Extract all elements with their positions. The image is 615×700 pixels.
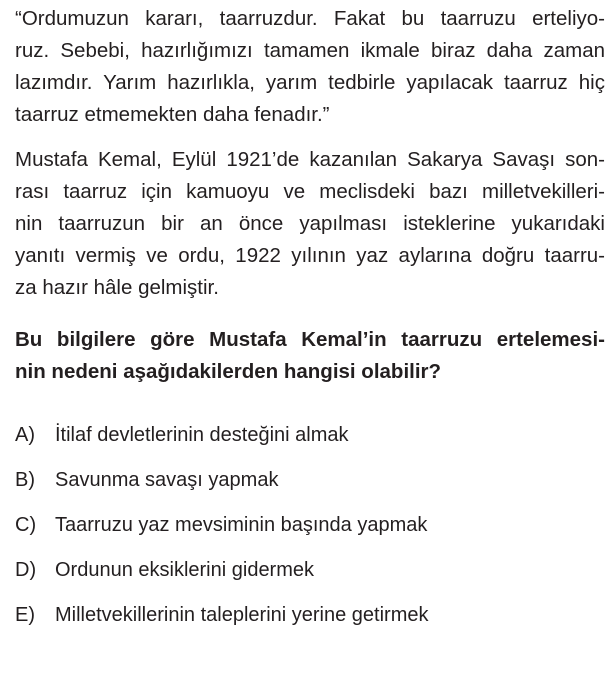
option-letter: B) <box>15 469 35 491</box>
option-text: Milletvekillerinin taleplerini yerine getirmek <box>55 604 429 626</box>
option-a[interactable] <box>15 419 605 464</box>
quote-paragraph <box>15 3 605 131</box>
question-line: Bu bilgilere göre Mustafa Kemal’in taarruzu ertelemesi- <box>15 328 605 351</box>
option-letter: C) <box>15 514 37 536</box>
context-line: yanıtı vermiş ve ordu, 1922 yılının yaz aylarına doğru taarru- <box>15 244 605 267</box>
option-text: Taarruzu yaz mevsiminin başında yapmak <box>55 514 428 536</box>
context-line: nin taarruzun bir an önce yapılması isteklerine yukarıdaki <box>15 212 605 235</box>
option-c[interactable] <box>15 509 605 554</box>
option-letter: D) <box>15 559 37 581</box>
context-line: Mustafa Kemal, Eylül 1921’de kazanılan Sakarya Savaşı son- <box>15 148 605 171</box>
quote-line: taarruz etmemekten daha fenadır.” <box>15 103 330 126</box>
question-stem <box>15 324 605 388</box>
option-e[interactable] <box>15 599 605 644</box>
quote-line: “Ordumuzun kararı, taarruzdur. Fakat bu taarruzu erteliyo- <box>15 7 605 30</box>
option-d[interactable] <box>15 554 605 599</box>
quote-line: ruz. Sebebi, hazırlığımızı tamamen ikmale biraz daha zaman <box>15 39 605 62</box>
context-line: rası taarruz için kamuoyu ve meclisdeki bazı milletvekilleri- <box>15 180 605 203</box>
quote-line: lazımdır. Yarım hazırlıkla, yarım tedbirle yapılacak taarruz hiç <box>15 71 605 94</box>
answer-options <box>15 419 605 644</box>
question-page <box>15 3 605 644</box>
option-text: İtilaf devletlerinin desteğini almak <box>55 424 349 446</box>
option-text: Savunma savaşı yapmak <box>55 469 279 491</box>
option-letter: A) <box>15 424 35 446</box>
question-line: nin nedeni aşağıdakilerden hangisi olabilir? <box>15 360 442 383</box>
option-letter: E) <box>15 604 35 626</box>
context-line: za hazır hâle gelmiştir. <box>15 276 219 299</box>
option-b[interactable] <box>15 464 605 509</box>
option-text: Ordunun eksiklerini gidermek <box>55 559 315 581</box>
context-paragraph <box>15 144 605 304</box>
